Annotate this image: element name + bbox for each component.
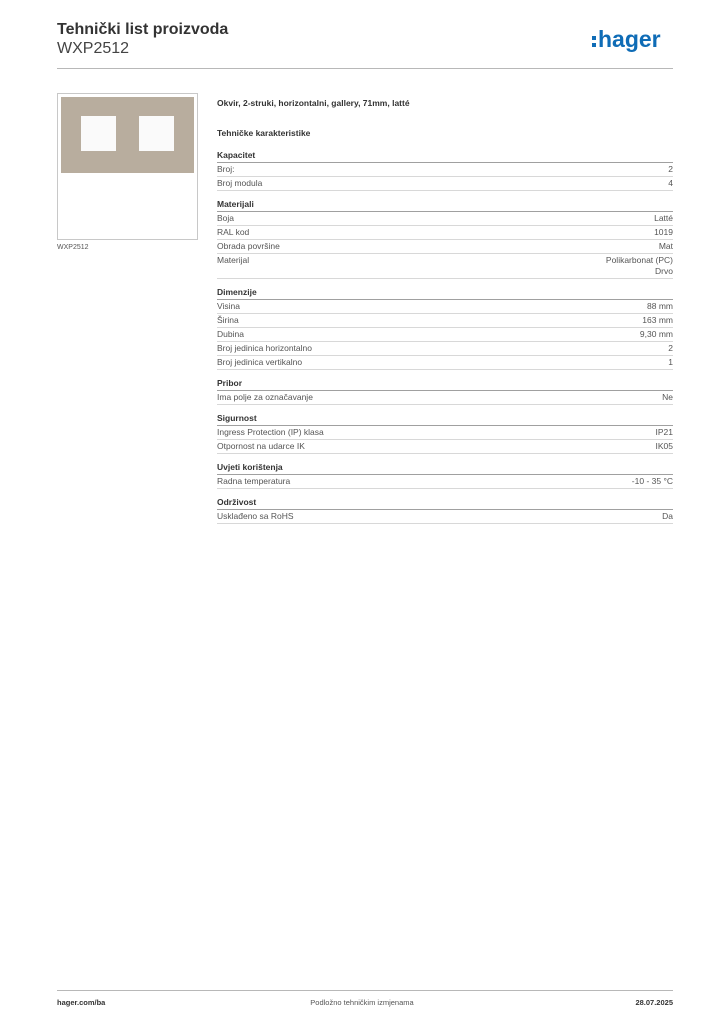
section-title: Održivost: [217, 497, 673, 510]
page-title: Tehnički list proizvoda: [57, 21, 229, 38]
spec-value: 4: [668, 178, 673, 188]
footer-notice: Podložno tehničkim izmjenama: [310, 998, 414, 1007]
product-description: Okvir, 2-struki, horizontalni, gallery, 71mm, latté: [217, 98, 410, 108]
footer-website[interactable]: hager.com/ba: [57, 998, 106, 1007]
spec-value: 163 mm: [642, 315, 673, 325]
spec-label: Usklađeno sa RoHS: [217, 511, 294, 521]
logo-text: hager: [598, 26, 661, 52]
image-caption: WXP2512: [57, 244, 89, 251]
section-title: Pribor: [217, 378, 673, 391]
section-pribor: [217, 378, 673, 405]
section-title: Dimenzije: [217, 287, 673, 300]
section-odrzivost: [217, 497, 673, 524]
section-uvjeti-koristenja: [217, 462, 673, 489]
spec-row: [217, 226, 673, 240]
frame-opening-right: [139, 116, 174, 151]
section-dimenzije: [217, 287, 673, 370]
spec-row: [217, 314, 673, 328]
spec-value: Latté: [654, 213, 673, 223]
spec-value: 1: [668, 357, 673, 367]
logo-dot-top: [592, 36, 596, 40]
footer-date: 28.07.2025: [635, 998, 673, 1007]
spec-value: 88 mm: [647, 301, 673, 311]
section-kapacitet: [217, 150, 673, 191]
spec-row: [217, 163, 673, 177]
spec-value: 2: [668, 164, 673, 174]
spec-value: Da: [662, 511, 673, 521]
spec-heading: Tehničke karakteristike: [217, 128, 311, 138]
spec-value: Mat: [658, 241, 673, 251]
spec-row: [217, 212, 673, 226]
spec-label: Dubina: [217, 329, 244, 339]
spec-row: [217, 328, 673, 342]
spec-row: [217, 356, 673, 370]
spec-value: IK05: [655, 441, 673, 451]
spec-row: [217, 177, 673, 191]
hager-logo: [592, 26, 674, 54]
spec-label: Otpornost na udarce IK: [217, 441, 305, 451]
spec-label: Broj modula: [217, 178, 263, 188]
section-sigurnost: [217, 413, 673, 454]
spec-row: [217, 240, 673, 254]
spec-label: Broj:: [217, 164, 235, 174]
spec-panel: [217, 98, 673, 524]
section-materijali: [217, 199, 673, 279]
section-title: Kapacitet: [217, 150, 673, 163]
spec-label: Radna temperatura: [217, 476, 291, 486]
spec-label: Širina: [217, 315, 239, 325]
spec-value: 1019: [654, 227, 673, 237]
spec-value-multi: [606, 255, 673, 277]
frame-opening-left: [81, 116, 116, 151]
spec-label: Broj jedinica vertikalno: [217, 357, 303, 367]
spec-row: [217, 426, 673, 440]
spec-value: 9,30 mm: [639, 329, 673, 339]
section-title: Uvjeti korištenja: [217, 462, 673, 475]
spec-label: Ingress Protection (IP) klasa: [217, 427, 324, 437]
spec-value: 2: [668, 343, 673, 353]
spec-value: Polikarbonat (PC): [605, 255, 673, 265]
spec-row: [217, 391, 673, 405]
spec-row: [217, 342, 673, 356]
section-title: Sigurnost: [217, 413, 673, 426]
section-title: Materijali: [217, 199, 673, 212]
spec-label: Obrada površine: [217, 241, 280, 251]
spec-row: [217, 510, 673, 524]
spec-label: Materijal: [217, 255, 250, 265]
spec-value: -10 - 35 °C: [631, 476, 673, 486]
spec-label: Boja: [217, 213, 235, 223]
spec-row: [217, 475, 673, 489]
spec-row: [217, 440, 673, 454]
product-code: WXP2512: [57, 40, 130, 57]
spec-label: RAL kod: [217, 227, 250, 237]
spec-value: IP21: [655, 427, 673, 437]
spec-value-second: Drvo: [655, 266, 673, 276]
footer-divider: [57, 990, 673, 991]
spec-row: [217, 300, 673, 314]
spec-label: Broj jedinica horizontalno: [217, 343, 312, 353]
header-divider: [57, 68, 673, 69]
spec-label: Ima polje za označavanje: [217, 392, 313, 402]
logo-dot-bottom: [592, 43, 596, 47]
spec-value: Ne: [662, 392, 673, 402]
spec-row: [217, 254, 673, 279]
spec-label: Visina: [217, 301, 240, 311]
product-image: [57, 93, 198, 240]
frame-image: [61, 97, 194, 173]
